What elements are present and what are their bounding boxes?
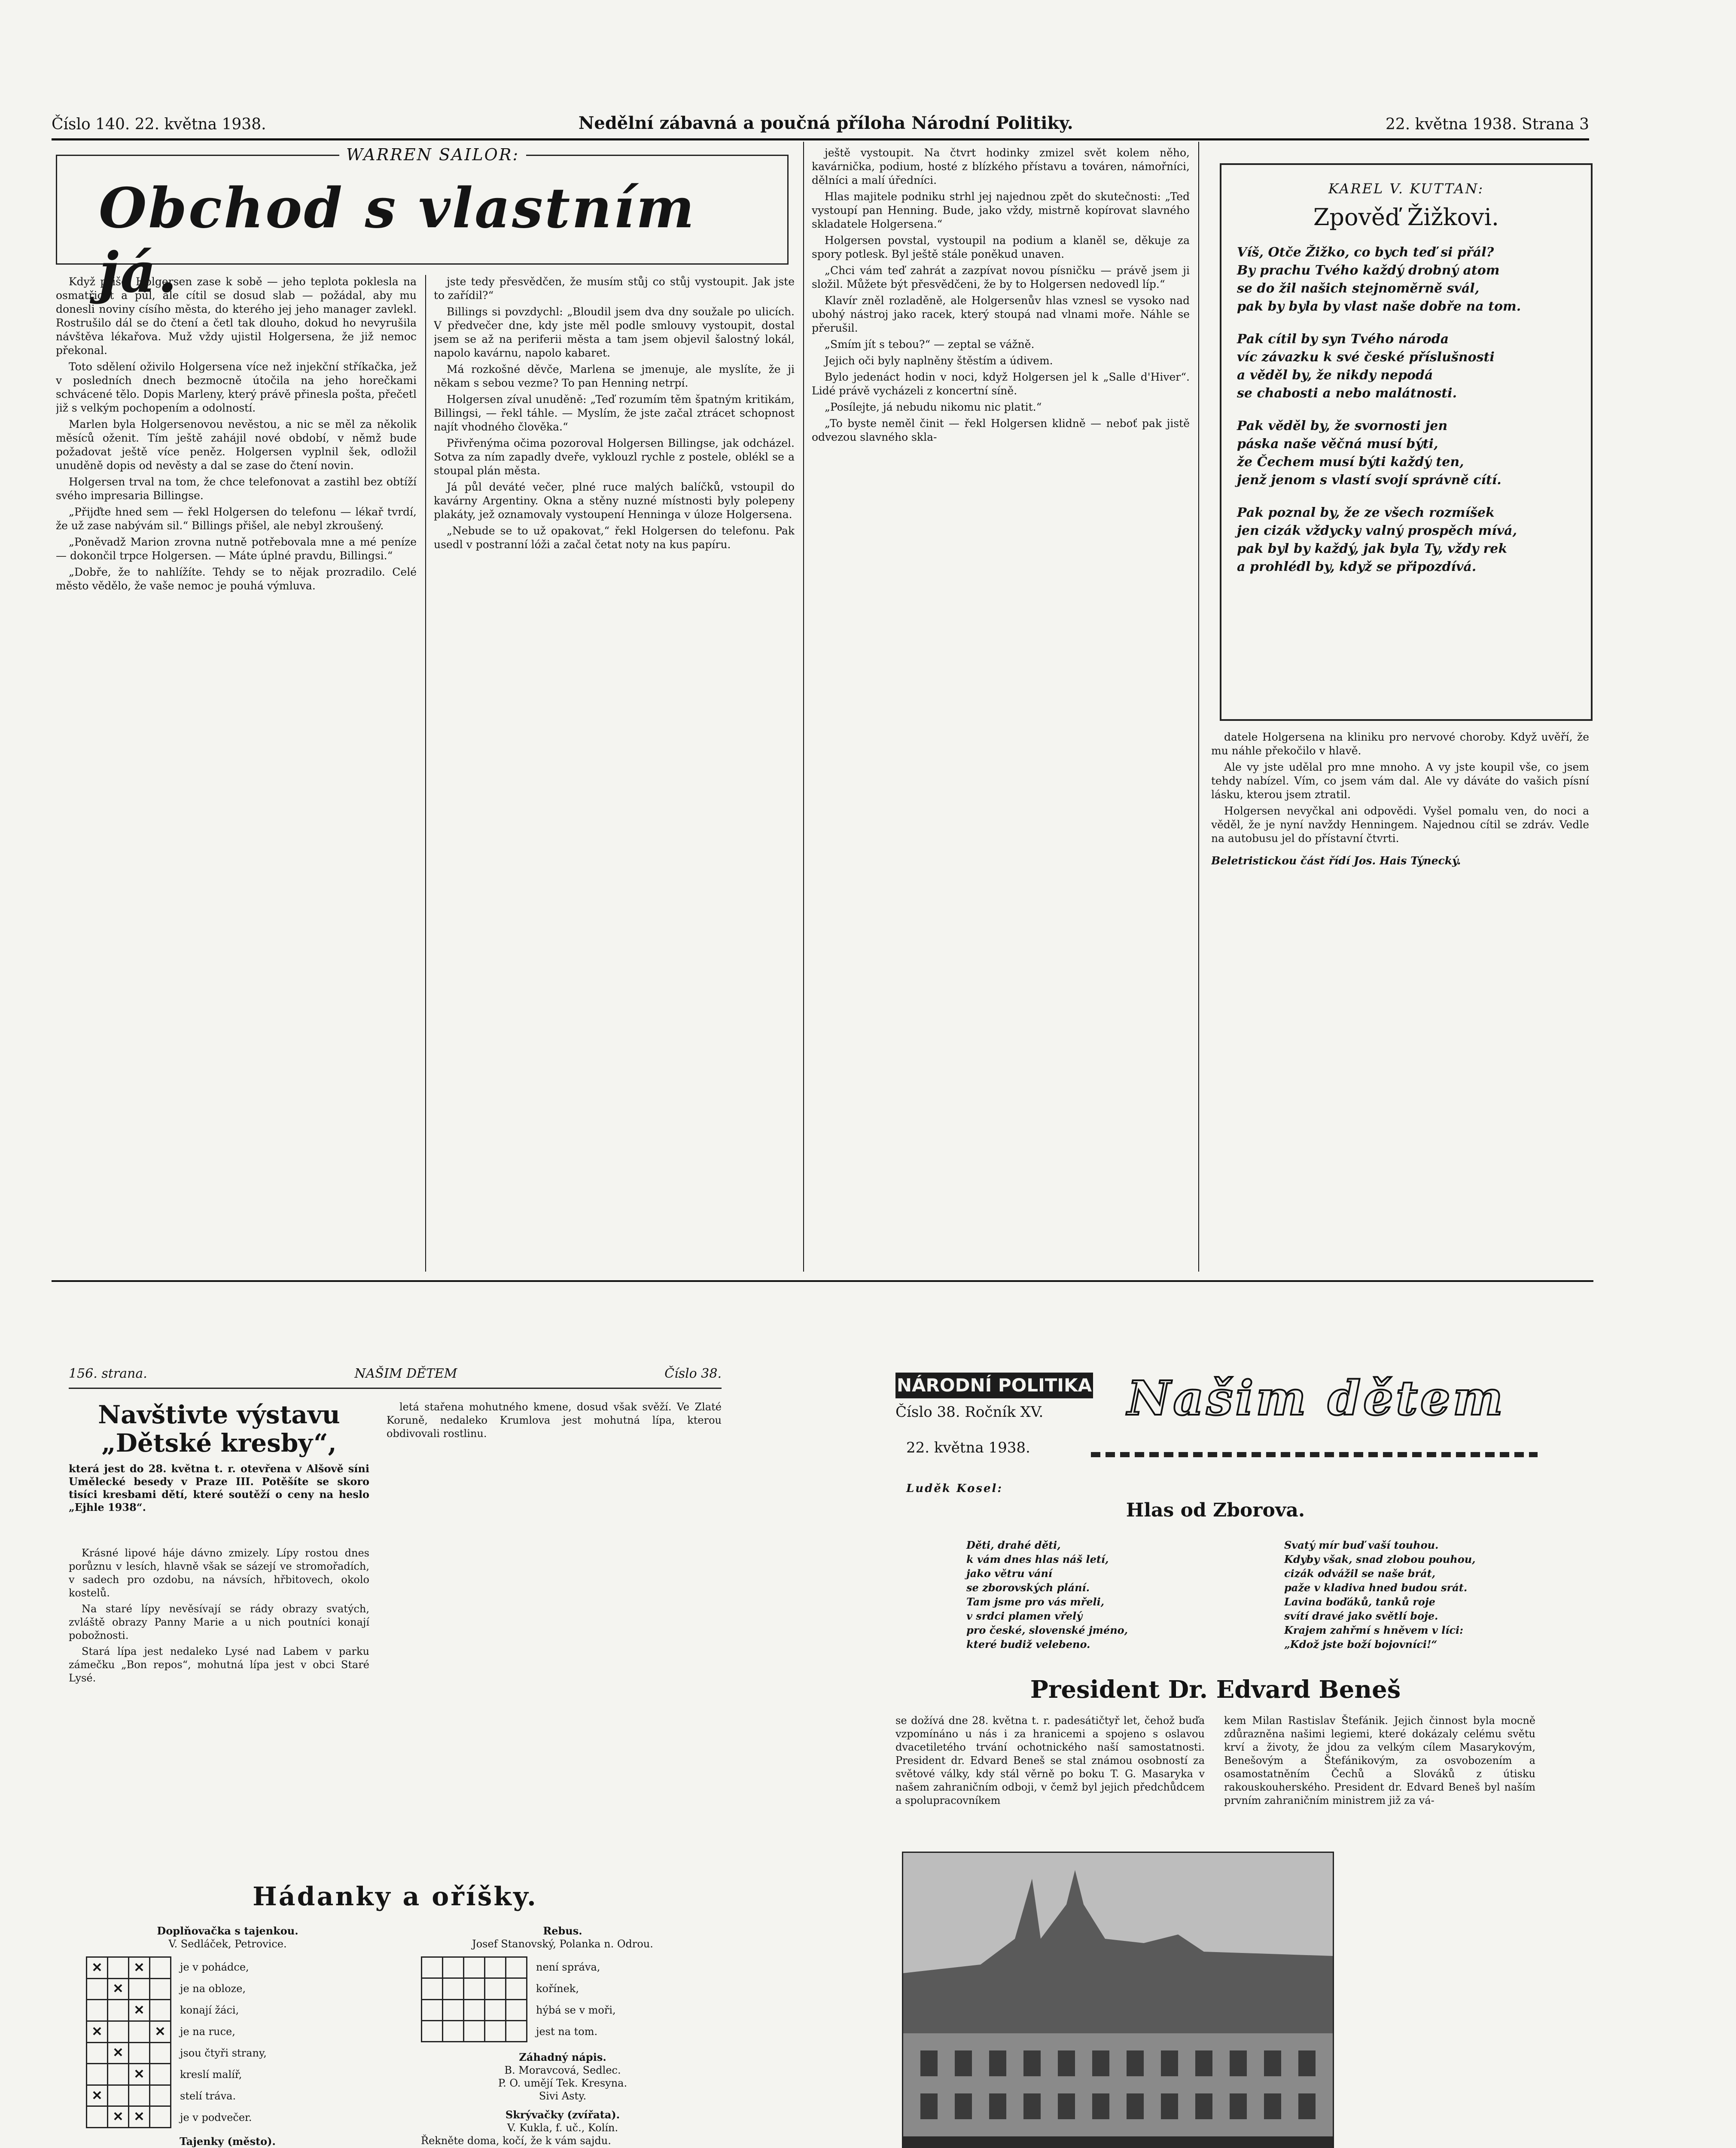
story-paragraph: Holgersen povstal, vystoupil na podium a klaněl se, děkuje za spory potlesk. Byl ještě stále poněkud unaven.: [812, 234, 1190, 260]
header-page: 22. května 1938. Strana 3: [1385, 116, 1589, 133]
story-paragraph: Přivřenýma očima pozoroval Holgersen Billingse, jak odcházel. Sotva za ním zapadly dveře, vyklouzl rychle z postele, oblékl se a stoupal plán města.: [434, 437, 795, 477]
story-paragraph: Holgersen zíval unuděně: „Teď rozumím těm špatným kritikám, Billingsi, — řekl táhle. — Myslím, že jste začal ztrácet schopnost najít vhodného člověka.“: [434, 393, 795, 433]
story-paragraph: datele Holgersena na kliniku pro nervové choroby. Když uvěří, že mu náhle překočilo v hlavě.: [1211, 731, 1589, 757]
kids-article-left: [69, 1547, 369, 1847]
riddle-clue: je na ruce,: [180, 2026, 235, 2038]
poem-line: cizák odvážil se naše brát,: [1284, 1567, 1436, 1580]
poem-title: Zpověď Žižkovi.: [1313, 204, 1499, 231]
riddle-clue: je v pohádce,: [180, 1961, 249, 1973]
riddle-title: Skrývačky (zvířata).: [505, 2108, 620, 2121]
story-paragraph: „Posílejte, já nebudu nikomu nic platit.“: [825, 401, 1042, 413]
poem-line: víc závazku k své české příslušnosti: [1237, 350, 1495, 365]
poem-line: pro české, slovenské jméno,: [966, 1624, 1128, 1636]
rebus-clues: [536, 1956, 616, 2042]
column-divider: [1198, 142, 1199, 1272]
poem-line: Pak cítil by syn Tvého národa: [1237, 332, 1449, 347]
riddle-author: V. Kukla, f. uč., Kolín.: [507, 2122, 618, 2134]
riddles-section: [69, 1882, 722, 2148]
president-text-right: kem Milan Rastislav Štefánik. Jejich činnost byla mocně zdůrazněna našimi legiemi, které dokázaly celému světu krví a životy, že jdou za velkým cílem Masarykovým, Benešovým a Štefánikovým, za osvobozením a osamostatněním Čechů a Slováků z útisku rakouskouherského. President dr. Edvard Beneš byl naším prvním zahraničním ministrem již za vá-: [1224, 1715, 1535, 1806]
riddles-title: Hádanky a oříšky.: [253, 1882, 538, 1912]
story-paragraph: Billings si povzdychl: „Bloudil jsem dva dny soužale po ulicích. V předvečer dne, kdy jste měl podle smlouvy vystoupit, dostal jsem se až na periferii města a tam jsem objevil šalostný lokál, napolo kavárnu, napolo kabaret.: [434, 305, 795, 359]
story-paragraph: Jejich oči byly naplněny štěstím a údivem.: [825, 354, 1053, 367]
riddle-title: Rebus.: [543, 1925, 582, 1937]
story-author: WARREN SAILOR:: [339, 145, 526, 164]
poem-line: k vám dnes hlas náš letí,: [966, 1553, 1109, 1565]
riddle-clue: konají žáci,: [180, 2004, 239, 2016]
riddle-clues: [180, 1956, 267, 2128]
riddle-author: Josef Stanovský, Polanka n. Odrou.: [472, 1938, 653, 1950]
prague-castle-photo: [902, 1852, 1334, 2148]
poem-line: Lavina boďáků, tanků roje: [1284, 1596, 1435, 1608]
poem-author: KAREL V. KUTTAN:: [1328, 180, 1484, 197]
riddle-clue: kořínek,: [536, 1983, 579, 1995]
poem-line: Víš, Otče Žižko, co bych teď si přál?: [1237, 245, 1494, 260]
masthead-issue: Číslo 38. Ročník XV.: [895, 1404, 1044, 1421]
poem-stanza: [1237, 417, 1575, 489]
castle-illustration: [903, 1853, 1333, 2148]
riddle-rebus: [404, 1925, 722, 2148]
poem-line: jen cizák vždycky valný prospěch mívá,: [1237, 523, 1517, 538]
masthead-title: Našim dětem: [1127, 1370, 1506, 1426]
riddle-grid: ✕ ✕ ✕ ✕ ✕ ✕ ✕ ✕ ✕ ✕ ✕: [86, 1956, 171, 2128]
story-paragraph: „To byste neměl činit — řekl Holgersen klidně — neboť pak jistě odvezou slavného skla-: [812, 417, 1190, 443]
kids-section-name: NAŠIM DĚTEM: [354, 1366, 457, 1381]
poem-line: v srdci plamen vřelý: [966, 1610, 1083, 1622]
riddle-clue: jest na tom.: [536, 2026, 598, 2038]
riddle-clue: je na obloze,: [180, 1983, 246, 1995]
masthead-date: 22. května 1938.: [906, 1439, 1030, 1456]
story-paragraph: „Přijďte hned sem — řekl Holgersen do telefonu — lékař tvrdí, že už zase nabývám sil.“ Billings přišel, ale nebyl zkroušený.: [56, 506, 417, 532]
kids-paragraph: Krásné lipové háje dávno zmizely. Lípy rostou dnes porůznu v lesích, hlavně však se sázejí ve stromořadích, v sadech pro ozdobu, na návsích, hřbitovech, okolo kostelů.: [69, 1547, 369, 1599]
poem-line: Děti, drahé děti,: [966, 1539, 1061, 1551]
kids-poem-left: [966, 1538, 1207, 1651]
story-paragraph: „Poněvadž Marion zrovna nutně potřebovala mne a mé peníze — dokončil trpce Holgersen. — Máte úplné pravdu, Billingsi.“: [56, 536, 417, 562]
poem-stanza: [1237, 330, 1575, 403]
masthead-ornament: [1091, 1452, 1538, 1457]
poem-line: Krajem zahřmí s hněvem v líci:: [1284, 1624, 1464, 1636]
poem-line: které budiž velebeno.: [966, 1638, 1090, 1651]
story-paragraph: Když přišel Holgersen zase k sobě — jeho teplota poklesla na osmatřicet a půl, ale cítil se dosud slab — požádal, aby mu donesli noviny císího města, do kterého jej jeho manager zavlekl. Rostrušilo dál se do čtení a četl tak dlouho, dokud ho nevyrušila návštěva lékařova. Muž vždy ujistil Holgersena, že již nemoc překonal.: [56, 275, 417, 357]
story-paragraph: Marlen byla Holgersenovou nevěstou, a nic se měl za několik měsíců oženit. Tím ještě zahájil nové období, v němž bude požadovat ještě více peněz. Holgersen vyplnil šek, odložil unuděně dopis od nevěsty a dal se zase do čtení novin.: [56, 418, 417, 472]
president-title: President Dr. Edvard Beneš: [1030, 1675, 1401, 1704]
poem-line: jenž jenom s vlastí svojí správně cítí.: [1237, 473, 1501, 488]
poem-line: By prachu Tvého každý drobný atom: [1237, 263, 1500, 278]
page-header: [52, 107, 1589, 140]
story-column-2: [434, 275, 795, 1272]
riddle-author: B. Moravcová, Sedlec.: [504, 2064, 621, 2076]
story-paragraph: „Smím jít s tebou?“ — zeptal se vážně.: [825, 338, 1035, 351]
riddle-title: Záhadný nápis.: [519, 2051, 606, 2063]
kids-issue-number: Číslo 38.: [664, 1366, 722, 1381]
poem-stanza: [1237, 504, 1575, 576]
poem-line: jako větru vání: [966, 1567, 1053, 1580]
riddle-clue: stelí tráva.: [180, 2090, 236, 2102]
kids-poem-title: Hlas od Zborova.: [1126, 1499, 1305, 1521]
column-divider: [425, 275, 426, 1272]
story-paragraph: Toto sdělení oživilo Holgersena více než injekční stříkačka, jež v posledních dnech bezmocně útočila na jeho horečkami schvácené tělo. Dopis Marleny, který právě přinesla pošta, přečetl již s velkým pochopením a odolností.: [56, 360, 417, 414]
column-divider: [803, 142, 804, 1272]
poem-body: [1221, 244, 1591, 576]
story-paragraph: Holgersen nevyčkal ani odpovědi. Vyšel pomalu ven, do noci a věděl, že je nyní navždy Henningem. Najednou cítil se zdráv. Vedle na autobusu jel do přístavní čtvrti.: [1211, 805, 1589, 845]
kids-article-right: [387, 1400, 722, 1847]
poem-line: Pak poznal by, že ze všech rozmíšek: [1237, 505, 1495, 520]
poem-line: pak by byla by vlast naše dobře na tom.: [1237, 299, 1521, 314]
poem-line: se chabosti a nebo malátnosti.: [1237, 386, 1457, 401]
poem-line: „Kdož jste boží bojovníci!“: [1284, 1638, 1438, 1651]
story-paragraph: Má rozkošné děvče, Marlena se jmenuje, ale myslíte, že ji někam s sebou vezme? To pan Henning netrpí.: [434, 363, 795, 389]
riddle-line: Sivi Asty.: [539, 2090, 587, 2102]
poem-line: paže v kladiva hned budou srát.: [1284, 1581, 1468, 1594]
header-supplement-title: Nedělní zábavná a poučná příloha Národní Politiky.: [578, 113, 1073, 133]
riddle-clue: kreslí malíř,: [180, 2069, 242, 2081]
story-column-3: [812, 146, 1190, 1272]
poem-line: Kdyby však, snad zlobou pouhou,: [1284, 1553, 1476, 1565]
poem-line: páska naše věčná musí býti,: [1237, 436, 1438, 452]
story-paragraph: Holgersen trval na tom, že chce telefonovat a zastihl bez obtíží svého impresaria Billingse.: [56, 476, 417, 502]
story-paragraph: Já půl deváté večer, plné ruce malých balíčků, vstoupil do kavárny Argentiny. Okna a stěny nuzné místnosti byly polepeny plakáty, jež oznamovaly vystoupení Henninga v úloze Holgersena.: [434, 481, 795, 521]
story-paragraph: Hlas majitele podniku strhl jej najednou zpět do skutečnosti: „Teď vystoupí pan Henning. Bude, jako vždy, mistrně kopírovat slavného skladatele Holgersena.“: [812, 190, 1190, 230]
kids-masthead: [895, 1370, 1535, 1433]
rebus-grid: [421, 1956, 527, 2042]
poem-line: svítí dravé jako světlí boje.: [1284, 1610, 1438, 1622]
poem-line: Svatý mír buď vaší touhou.: [1284, 1539, 1439, 1551]
section-rule: [52, 1280, 1593, 1282]
kids-poem-author: Luděk Kosel:: [906, 1482, 1003, 1495]
riddle-title: Tajenky (město).: [180, 2135, 276, 2148]
story-paragraph: jste tedy přesvědčen, že musím stůj co stůj vystoupit. Jak jste to zařídil?“: [434, 275, 795, 302]
poem-line: se do žil našich stejnoměrně svál,: [1237, 281, 1480, 296]
riddle-title: Doplňovačka s tajenkou.: [157, 1925, 298, 1937]
poem-line: a prohlédl by, když se připozdívá.: [1237, 559, 1477, 574]
poem-line: Tam jsme pro vás mřeli,: [966, 1596, 1105, 1608]
kids-paragraph: Na staré lípy nevěsívají se rády obrazy svatých, zvláště obrazy Panny Marie a u nich poutníci konají pobožnosti.: [69, 1603, 369, 1642]
riddle-author: V. Sedláček, Petrovice.: [168, 1938, 287, 1950]
kids-paragraph: letá stařena mohutného kmene, dosud však svěží. Ve Zlaté Koruně, nedaleko Krumlova jest mohutná lípa, kterou obdivovali rostlinu.: [387, 1401, 722, 1440]
poem-line: Pak věděl by, že svornosti jen: [1237, 418, 1448, 433]
riddle-clue: jsou čtyři strany,: [180, 2047, 267, 2059]
story-column-4: [1211, 730, 1589, 1259]
editor-credit: Beletristickou část řídí Jos. Hais Týnecký.: [1211, 854, 1461, 867]
story-column-1: [56, 275, 417, 1272]
poem-line: a věděl by, že nikdy nepodá: [1237, 368, 1433, 383]
story-paragraph: Bylo jedenáct hodin v noci, když Holgersen jel k „Salle d'Hiver“. Lidé právě vycházeli z koncertní síně.: [812, 371, 1190, 397]
poem-line: pak byl by každý, jak byla Ty, vždy rek: [1237, 541, 1508, 556]
kids-page-number: 156. strana.: [69, 1366, 147, 1381]
story-paragraph: Klavír zněl rozladěně, ale Holgersenův hlas vznesl se vysoko nad ubohý nástroj jako racek, který stoupá nad vlnami moře. Náhle se přerušil.: [812, 294, 1190, 334]
kids-paragraph: Stará lípa jest nedaleko Lysé nad Labem v parku zámečku „Bon repos“, mohutná lípa jest v obci Staré Lysé.: [69, 1645, 369, 1684]
poem-line: že Čechem musí býti každý ten,: [1237, 455, 1464, 470]
riddle-clue: není správa,: [536, 1961, 600, 1973]
exhibit-title: Navštivte výstavu „Dětské kresby“,: [98, 1400, 340, 1458]
poem-box: [1220, 163, 1593, 721]
poem-stanza: [1237, 244, 1575, 316]
riddle-fill-in: [69, 1925, 387, 2148]
president-text-left: se dožívá dne 28. května t. r. padesátičtyř let, čehož buďa vzpomínáno u nás i za hranicemi a spojeno s oslavou dvacetiletého trvání ochotnického naší samostatnosti. President dr. Edvard Beneš se stal známou osobností za světové války, kdy stál věrně po boku T. G. Masaryka v našem zahraničním odboji, v čemž byl jejich předchůdcem a spolupracovníkem: [895, 1715, 1205, 1806]
story-paragraph: „Dobře, že to nahlížíte. Tehdy se to nějak prozradilo. Celé město vědělo, že vaše nemoc je pouhá výmluva.: [56, 566, 417, 592]
riddle-clue: hýbá se v moři,: [536, 2004, 616, 2016]
header-issue: Číslo 140. 22. května 1938.: [52, 116, 266, 133]
story-paragraph: „Chci vám teď zahrát a zazpívat novou písničku — právě jsem ji složil. Můžete být přesvědčeni, že by to Holgersen nedovedl líp.“: [812, 264, 1190, 290]
kids-poem-right: [1284, 1538, 1542, 1651]
poem-line: se zborovských plání.: [966, 1581, 1090, 1594]
riddle-clue: je v podvečer.: [180, 2111, 252, 2124]
exhibit-notice: [69, 1400, 369, 1538]
story-paragraph: ještě vystoupit. Na čtvrt hodinky zmizel svět kolem něho, kavárnička, podium, hosté z blízkého přístavu a továren, námořníci, dělníci a malí úředníci.: [812, 146, 1190, 186]
masthead-label: NÁRODNÍ POLITIKA: [895, 1373, 1093, 1398]
story-title: Obchod s vlastním já.: [99, 176, 696, 305]
riddle-line: P. O. umějí Tek. Kresyna.: [498, 2077, 627, 2089]
exhibit-text: která jest do 28. května t. r. otevřena v Alšově síni Umělecké besedy v Praze III. Potěšíte se skoro tisíci kresbami dětí, které soutěží o ceny na heslo „Ejhle 1938“.: [69, 1462, 369, 1513]
kids-left-header: [69, 1366, 722, 1389]
riddle-line: Řekněte doma, kočí, že k vám sajdu.: [421, 2135, 611, 2147]
story-paragraph: „Nebude se to už opakovat,“ řekl Holgersen do telefonu. Pak usedl v postranní lóži a začal četat noty na kus papíru.: [434, 525, 795, 551]
story-paragraph: Ale vy jste udělal pro mne mnoho. A vy jste koupil vše, co jsem tehdy nabízel. Vím, co jsem vám dal. Ale vy dáváte do vašich písní lásku, kterou jsem ztratil.: [1211, 761, 1589, 801]
